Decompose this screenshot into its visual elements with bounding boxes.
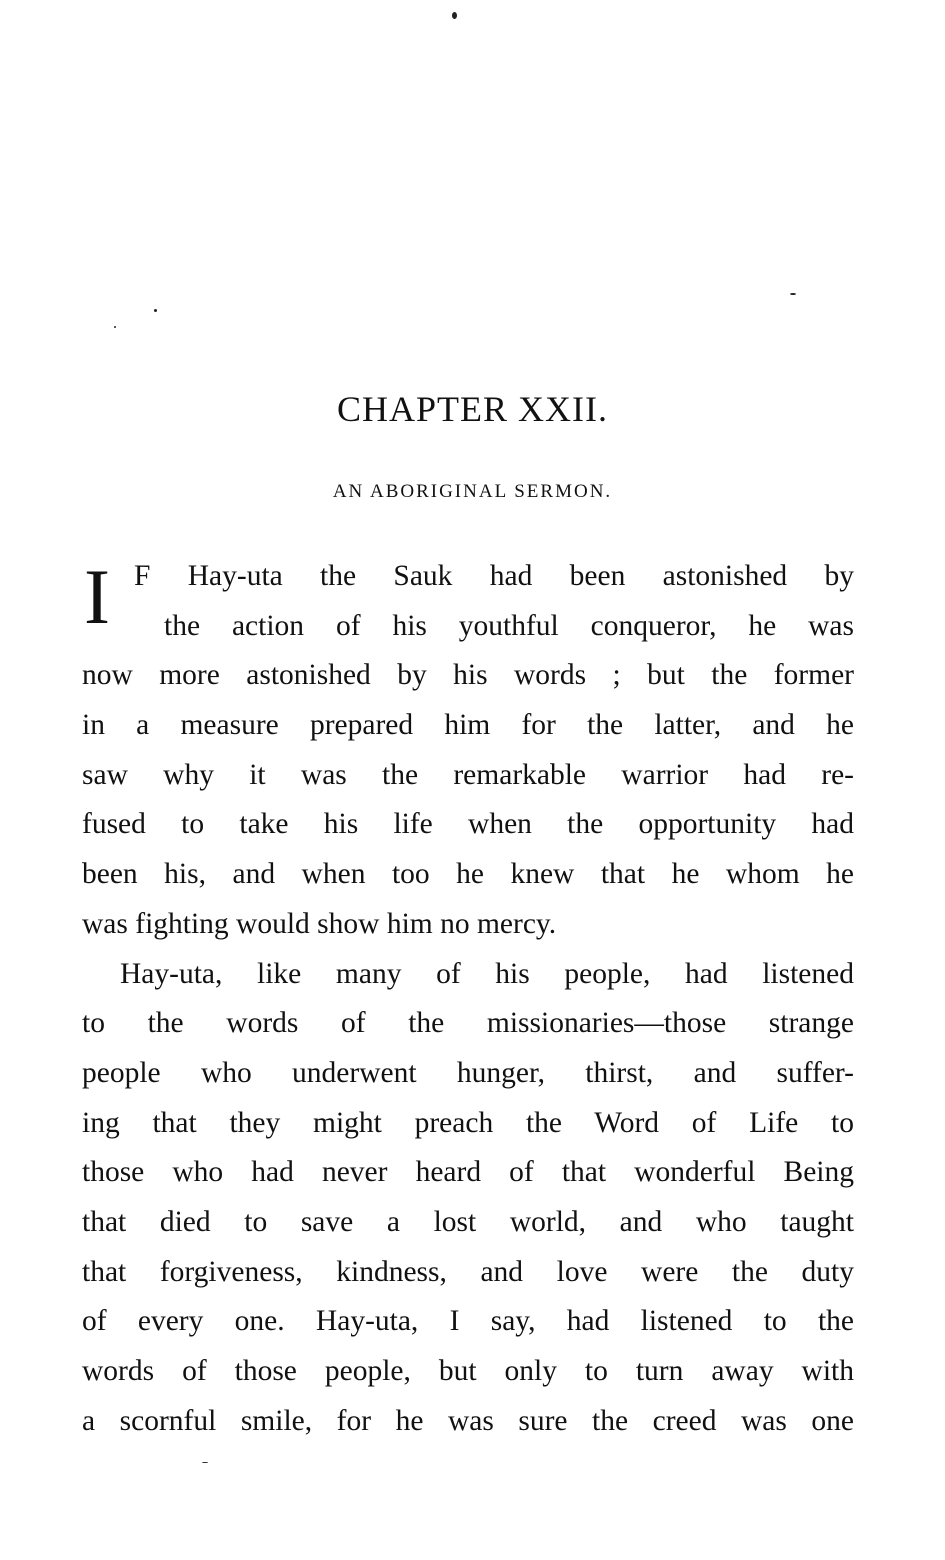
chapter-title: CHAPTER XXII. <box>337 389 608 429</box>
scan-speck <box>114 326 116 328</box>
text-line: that forgiveness, kindness, and love were the duty <box>82 1255 854 1288</box>
scan-speck <box>790 293 796 295</box>
text-line: people who underwent hunger, thirst, and suffer- <box>82 1056 854 1089</box>
chapter-subtitle: AN ABORIGINAL SERMON. <box>332 481 613 502</box>
text-line: ing that they might preach the Word of Life to <box>82 1106 854 1139</box>
scan-speck <box>202 1462 208 1463</box>
text-line: words of those people, but only to turn away with <box>82 1355 854 1387</box>
drop-cap: I <box>84 553 110 640</box>
scan-speck <box>154 309 157 312</box>
paragraph <box>82 950 854 1447</box>
body-text <box>82 552 854 1446</box>
text-line: was fighting would show him no mercy. <box>82 907 557 940</box>
text-line: F Hay-uta the Sauk had been astonished by <box>134 560 854 592</box>
text-line: in a measure prepared him for the latter, and he <box>82 709 854 742</box>
text-line: that died to save a lost world, and who taught <box>82 1205 854 1238</box>
paragraph <box>82 552 854 950</box>
text-line: the action of his youthful conqueror, he was <box>164 609 854 642</box>
text-line: to the words of the missionaries—those strange <box>82 1007 854 1040</box>
text-line: been his, and when too he knew that he whom he <box>82 858 854 891</box>
text-line: now more astonished by his words ; but the former <box>82 659 854 692</box>
text-line: Hay-uta, like many of his people, had listened <box>120 957 854 990</box>
text-line: a scornful smile, for he was sure the creed was one <box>82 1404 854 1437</box>
text-line: fused to take his life when the opportunity had <box>82 808 854 841</box>
text-line: of every one. Hay-uta, I say, had listened to the <box>82 1305 854 1338</box>
text-line: saw why it was the remarkable warrior had re- <box>82 758 854 791</box>
scan-speck <box>452 12 457 19</box>
text-line: those who had never heard of that wonderful Being <box>82 1156 854 1189</box>
